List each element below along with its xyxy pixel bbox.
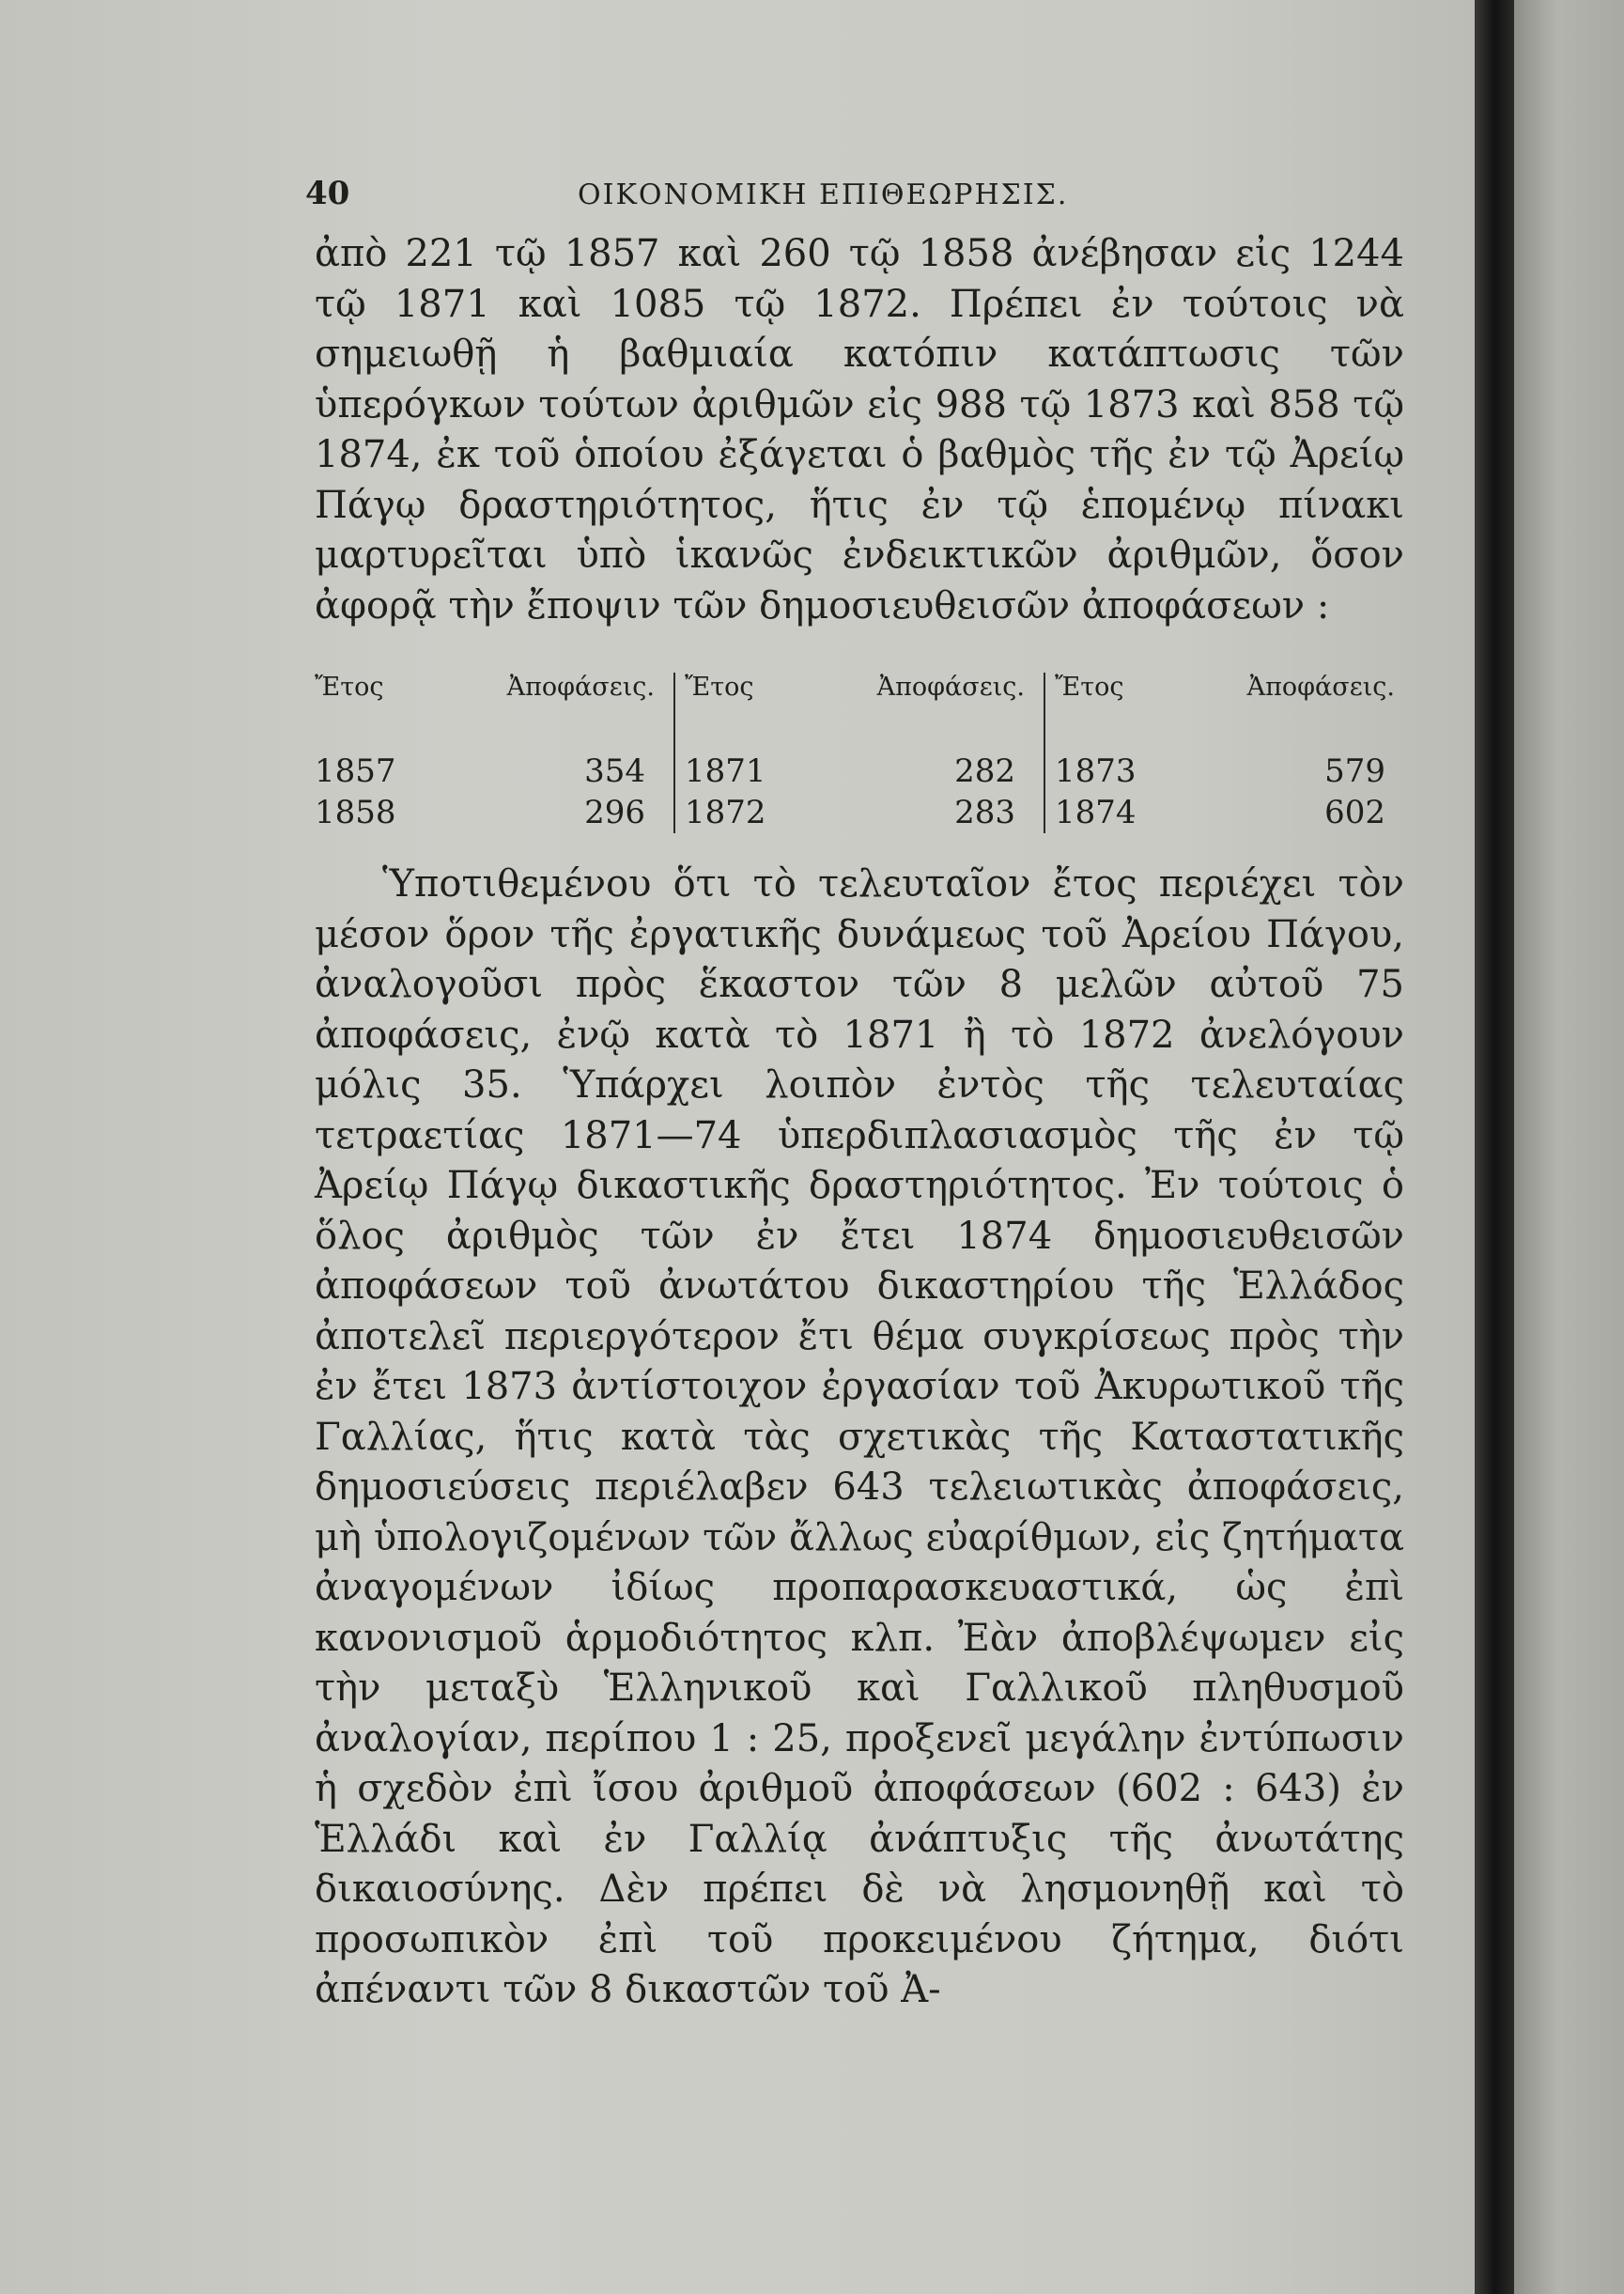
running-title: ΟΙΚΟΝΟΜΙΚΗ ΕΠΙΘΕΩΡΗΣΙΣ.: [578, 178, 1069, 211]
table-row: 1874 602: [1055, 794, 1385, 831]
table-row: 1857 354: [315, 752, 645, 790]
table-row: 1871 282: [685, 752, 1015, 790]
table-column-2: [673, 673, 1044, 833]
table-header: Ἔτος Ἀποφάσεις.: [685, 673, 1025, 702]
facing-page-edge: [1514, 0, 1624, 2294]
table-row: 1873 579: [1055, 752, 1385, 790]
text-body: [315, 229, 1404, 2016]
table-header: Ἔτος Ἀποφάσεις.: [1055, 673, 1395, 702]
table-row: 1858 296: [315, 794, 645, 831]
table-row: 1872 283: [685, 794, 1015, 831]
running-header: [305, 175, 1404, 229]
page-number: 40: [305, 175, 350, 212]
table-header: Ἔτος Ἀποφάσεις.: [315, 673, 655, 702]
book-spine: [1475, 0, 1514, 2294]
paragraph-2: Ὑποτιθεμένου ὅτι τὸ τελευταῖον ἔτος περιέχει τὸν μέσον ὅρον τῆς ἐργατικῆς δυνάμεως τοῦ Ἀρείου Πάγου, ἀναλογοῦσι πρὸς ἕκαστον τῶν 8 μελῶν αὐτοῦ 75 ἀποφάσεις, ἐνῷ κατὰ τὸ 1871 ἢ τὸ 1872 ἀνελόγουν μόλις 35. Ὑπάρχει λοιπὸν ἐντὸς τῆς τελευταίας τετραετίας 1871—74 ὑπερδιπλασιασμὸς τῆς ἐν τῷ Ἀρείῳ Πάγῳ δικαστικῆς δραστηριότητος. Ἐν τούτοις ὁ ὅλος ἀριθμὸς τῶν ἐν ἔτει 1874 δημοσιευθεισῶν ἀποφάσεων τοῦ ἀνωτάτου δικαστηρίου τῆς Ἑλλάδος ἀποτελεῖ περιεργότερον ἔτι θέμα συγκρίσεως πρὸς τὴν ἐν ἔτει 1873 ἀντίστοιχον ἐργασίαν τοῦ Ἀκυρωτικοῦ τῆς Γαλλίας, ἥτις κατὰ τὰς σχετικὰς τῆς Καταστατικῆς δημοσιεύσεις περιέλαβεν 643 τελειωτικὰς ἀποφάσεις, μὴ ὑπολογιζομένων τῶν ἄλλως εὐαρίθμων, εἰς ζητήματα ἀναγομένων ἰδίως προπαρασκευαστικά, ὡς ἐπὶ κανονισμοῦ ἁρμοδιότητος κλπ. Ἐὰν ἀποβλέψωμεν εἰς τὴν μεταξὺ Ἑλληνικοῦ καὶ Γαλλικοῦ πληθυσμοῦ ἀναλογίαν, περίπου 1 : 25, προξενεῖ μεγάλην ἐντύπωσιν ἡ σχεδὸν ἐπὶ ἴσου ἀριθμοῦ ἀποφάσεων (602 : 643) ἐν Ἑλλάδι καὶ ἐν Γαλλίᾳ ἀνάπτυξις τῆς ἀνωτάτης δικαιοσύνης. Δὲν πρέπει δὲ νὰ λησμονηθῇ καὶ τὸ προσωπικὸν ἐπὶ τοῦ προκειμένου ζήτημα, διότι ἀπέναντι τῶν 8 δικαστῶν τοῦ Ἀ-: [315, 862, 1404, 2011]
page-content: [305, 175, 1404, 2016]
table-column-1: [305, 673, 673, 833]
decisions-table: [305, 673, 1414, 833]
table-column-3: [1044, 673, 1414, 833]
paragraph-1: ἀπὸ 221 τῷ 1857 καὶ 260 τῷ 1858 ἀνέβησαν εἰς 1244 τῷ 1871 καὶ 1085 τῷ 1872. Πρέπει ἐν τούτοις νὰ σημειωθῇ ἡ βαθμιαία κατόπιν κατάπτωσις τῶν ὑπερόγκων τούτων ἀριθμῶν εἰς 988 τῷ 1873 καὶ 858 τῷ 1874, ἐκ τοῦ ὁποίου ἐξάγεται ὁ βαθμὸς τῆς ἐν τῷ Ἀρείῳ Πάγῳ δραστηριότητος, ἥτις ἐν τῷ ἑπομένῳ πίνακι μαρτυρεῖται ὑπὸ ἱκανῶς ἐνδεικτικῶν ἀριθμῶν, ὅσον ἀφορᾷ τὴν ἔποψιν τῶν δημοσιευθεισῶν ἀποφάσεων :: [315, 232, 1404, 628]
